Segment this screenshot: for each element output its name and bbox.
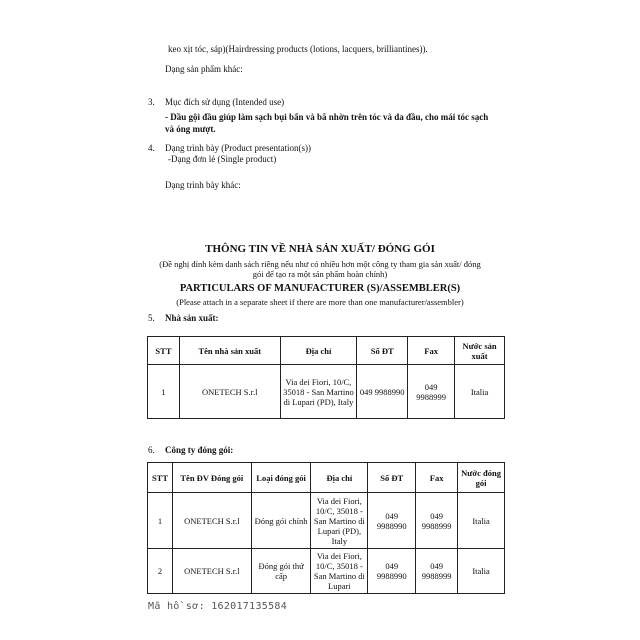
other-form-label: Dạng sản phẩm khác:: [165, 64, 243, 74]
table-row: [148, 365, 505, 419]
intended-use-value-2: và óng mượt.: [165, 124, 216, 134]
item3-number: 3.: [148, 97, 155, 107]
table-header-row: [148, 337, 505, 365]
header-phone: Số ĐT: [368, 463, 416, 493]
section-note-en: (Please attach in a separate sheet if there are more than one manufacturer/assembler): [176, 297, 464, 307]
record-code-footer: Mã hồ sơ: 162017135584: [148, 601, 288, 612]
packager-table: [147, 462, 505, 594]
header-stt: STT: [148, 337, 180, 365]
header-fax: Fax: [408, 337, 455, 365]
header-address: Địa chỉ: [311, 463, 368, 493]
header-address: Địa chỉ: [280, 337, 357, 365]
cell-stt: 1: [148, 365, 180, 419]
product-category-line: keo xịt tóc, sáp)(Hairdressing products (lotions, lacquers, brilliantines)).: [168, 44, 428, 54]
cell-fax: 049 9988999: [416, 549, 458, 594]
packager-label: Công ty đóng gói:: [165, 445, 234, 455]
header-country: Nước sản xuất: [455, 337, 505, 365]
header-manufacturer-name: Tên nhà sản xuất: [179, 337, 280, 365]
section-note-vi-2: gói để tạo ra một sản phẩm hoàn chỉnh): [252, 269, 388, 279]
item5-number: 5.: [148, 313, 155, 323]
manufacturer-label: Nhà sản xuất:: [165, 313, 219, 323]
cell-address: Via dei Fiori, 10/C, 35018 - San Martino di Lupari: [311, 549, 368, 594]
cell-country: Italia: [458, 493, 505, 549]
section-note-vi-1: (Đề nghị đính kèm danh sách riêng nếu như có nhiều hơn một công ty tham gia sản xuất/ đóng: [159, 259, 481, 269]
table-row: [148, 493, 505, 549]
cell-address: Via dei Fiori, 10/C, 35018 - San Martino di Lupari (PD), Italy: [311, 493, 368, 549]
table-row: [148, 549, 505, 594]
section-title-en: PARTICULARS OF MANUFACTURER (S)/ASSEMBLER(S): [179, 283, 461, 294]
cell-name: ONETECH S.r.l: [172, 549, 251, 594]
header-fax: Fax: [416, 463, 458, 493]
manufacturer-table: [147, 336, 505, 419]
cell-phone: 049 9988990: [357, 365, 408, 419]
intended-use-label: Mục đích sử dụng (Intended use): [165, 97, 285, 107]
header-stt: STT: [148, 463, 173, 493]
header-packager-name: Tên ĐV Đóng gói: [172, 463, 251, 493]
cell-phone: 049 9988990: [368, 493, 416, 549]
cell-packaging-type: Đóng gói thứ cấp: [251, 549, 311, 594]
item4-number: 4.: [148, 143, 155, 153]
cell-stt: 1: [148, 493, 173, 549]
cell-address: Via dei Fiori, 10/C, 35018 - San Martino di Lupari (PD), Italy: [280, 365, 357, 419]
header-packaging-type: Loại đóng gói: [251, 463, 311, 493]
item6-number: 6.: [148, 445, 155, 455]
cell-fax: 049 9988999: [408, 365, 455, 419]
cell-phone: 049 9988990: [368, 549, 416, 594]
cell-country: Italia: [455, 365, 505, 419]
cell-name: ONETECH S.r.l: [172, 493, 251, 549]
cell-stt: 2: [148, 549, 173, 594]
cell-fax: 049 9988999: [416, 493, 458, 549]
intended-use-value-1: - Dầu gội đầu giúp làm sạch bụi bẩn và bã nhờn trên tóc và da đầu, cho mái tóc sạch: [165, 112, 489, 122]
header-country: Nước đóng gói: [458, 463, 505, 493]
presentation-value: -Dạng đơn lẻ (Single product): [168, 154, 277, 164]
cell-name: ONETECH S.r.l: [179, 365, 280, 419]
cell-country: Italia: [458, 549, 505, 594]
presentation-label: Dạng trình bày (Product presentation(s)): [165, 143, 311, 153]
section-title-vi: THÔNG TIN VỀ NHÀ SẢN XUẤT/ ĐÓNG GÓI: [205, 243, 435, 255]
header-phone: Số ĐT: [357, 337, 408, 365]
other-presentation-label: Dạng trình bày khác:: [165, 180, 241, 190]
cell-packaging-type: Đóng gói chính: [251, 493, 311, 549]
table-header-row: [148, 463, 505, 493]
